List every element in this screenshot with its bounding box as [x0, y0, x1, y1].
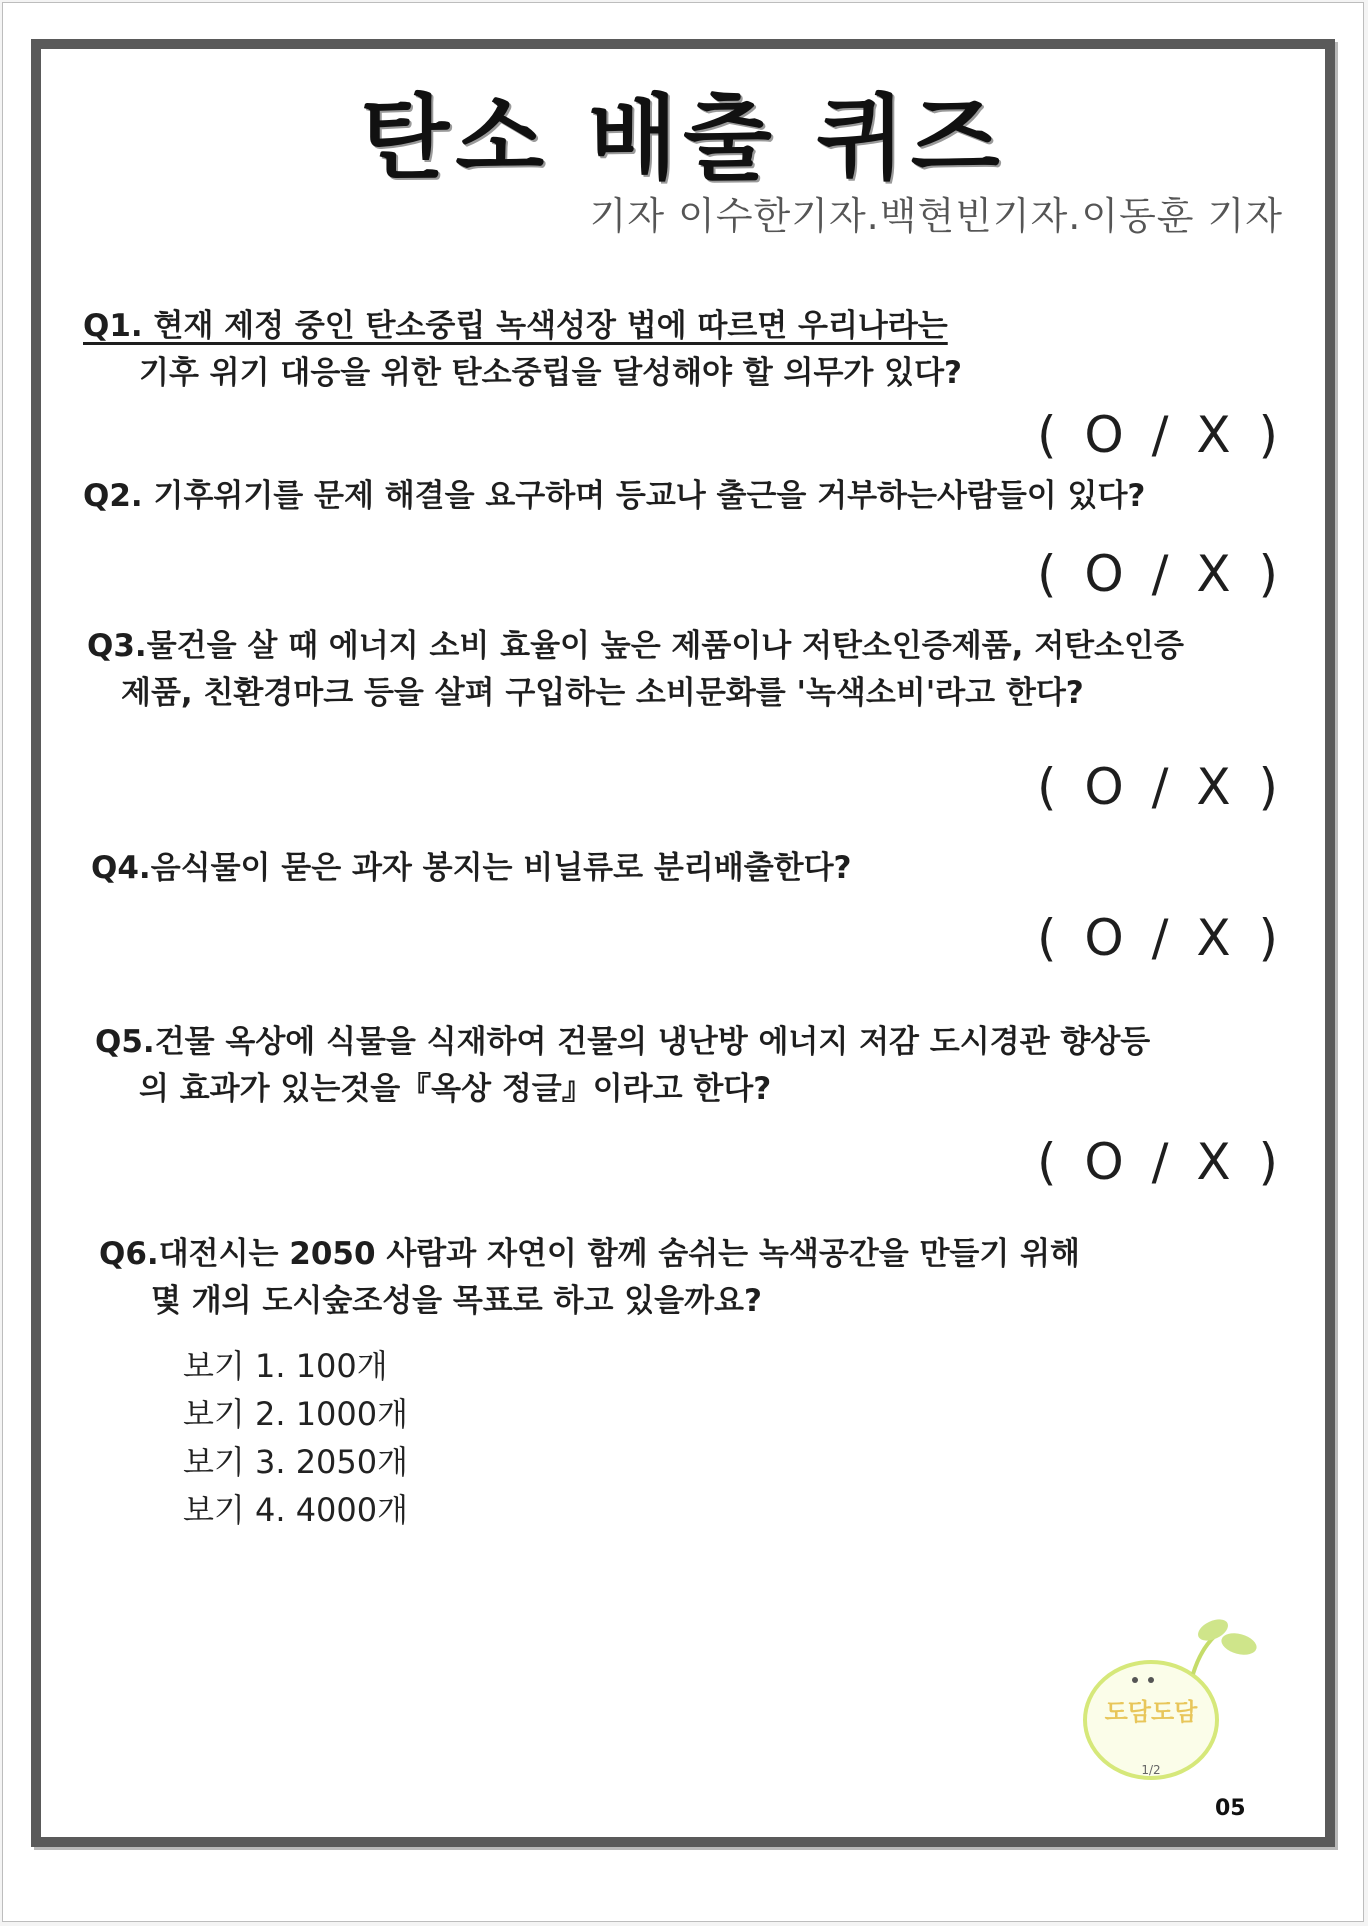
answer-box-3[interactable]: ( O / X ) — [1037, 758, 1285, 816]
byline: 기자 이수한기자.백현빈기자.이동훈 기자 — [589, 194, 1283, 238]
question-2-line-1: Q2. 기후위기를 문제 해결을 요구하며 등교나 출근을 거부하는사람들이 있다? — [83, 478, 1146, 514]
question-5 — [95, 1019, 1150, 1113]
choice-4[interactable]: 보기 4. 4000개 — [183, 1491, 409, 1529]
answer-box-2[interactable]: ( O / X ) — [1037, 545, 1285, 603]
question-4 — [91, 845, 852, 892]
question-1-line-1: Q1. 현재 제정 중인 탄소중립 녹색성장 법에 따르면 우리나라는 — [83, 308, 948, 344]
answer-box-4[interactable]: ( O / X ) — [1037, 909, 1285, 967]
sprout-logo-icon — [1073, 1608, 1263, 1793]
logo-subtext: 1/2 — [1141, 1763, 1161, 1777]
question-3-line-2: 제품, 친환경마크 등을 살펴 구입하는 소비문화를 '녹색소비'라고 한다? — [121, 675, 1084, 711]
question-1-line-2: 기후 위기 대응을 위한 탄소중립을 달성해야 할 의무가 있다? — [139, 355, 963, 391]
question-6-line-2: 몇 개의 도시숲조성을 목표로 하고 있을까요? — [151, 1283, 762, 1319]
question-5-line-2: 의 효과가 있는것을『옥상 정글』이라고 한다? — [139, 1071, 772, 1107]
question-5-line-1: Q5.건물 옥상에 식물을 식재하여 건물의 냉난방 에너지 저감 도시경관 향상등 — [95, 1024, 1151, 1060]
page-sheet — [2, 2, 1364, 1922]
question-6-line-1: Q6.대전시는 2050 사람과 자연이 함께 숨쉬는 녹색공간을 만들기 위해 — [99, 1236, 1080, 1272]
question-4-line-1: Q4.음식물이 묻은 과자 봉지는 비닐류로 분리배출한다? — [91, 850, 852, 886]
question-3 — [87, 623, 1184, 717]
choice-3[interactable]: 보기 3. 2050개 — [183, 1443, 409, 1481]
choice-2[interactable]: 보기 2. 1000개 — [183, 1395, 409, 1433]
page-title: 탄소 배출 퀴즈 — [360, 85, 1006, 192]
question-1 — [83, 303, 962, 397]
question-3-line-1: Q3.물건을 살 때 에너지 소비 효율이 높은 제품이나 저탄소인증제품, 저탄소인증 — [87, 628, 1184, 664]
answer-box-1[interactable]: ( O / X ) — [1037, 406, 1285, 464]
choice-1[interactable]: 보기 1. 100개 — [183, 1347, 388, 1385]
logo-text: 도담도담 — [1104, 1698, 1198, 1726]
question-6 — [99, 1231, 1080, 1325]
page-number: 05 — [1215, 1796, 1246, 1821]
answer-box-5[interactable]: ( O / X ) — [1037, 1133, 1285, 1191]
question-2 — [83, 473, 1145, 520]
